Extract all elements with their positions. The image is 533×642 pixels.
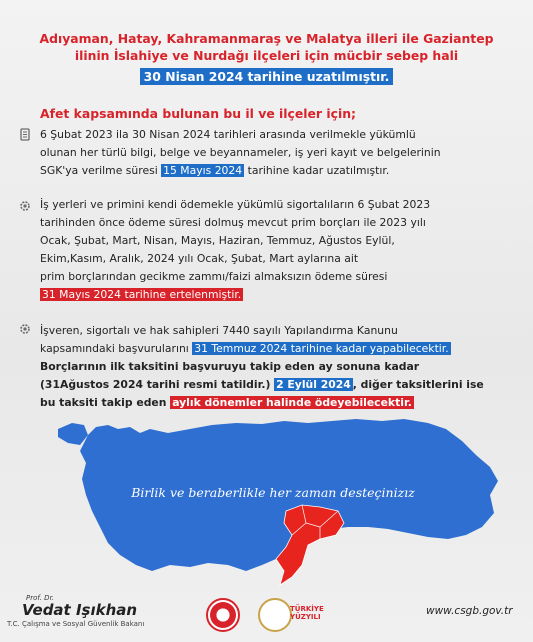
paragraph-1-line-2: olunan her türlü bilgi, belge ve beyannameler, iş yeri kayıt ve belgelerinin [40,146,441,159]
turkey-map [0,415,533,595]
paragraph-2-line-5: prim borçlarından gecikme zammı/faizi almaksızın ödeme süresi [40,270,388,283]
paragraph-3-text-4: bu taksiti takip eden [40,396,171,409]
paragraph-1-text-end: tarihine kadar uzatılmıştır. [244,164,390,177]
minister-title: Prof. Dr. [26,594,55,602]
deadline-highlight-1: 15 Mayıs 2024 [163,164,243,177]
paragraph-1 [40,126,520,180]
paragraph-3 [40,322,520,412]
slogan: Birlik ve beraberlikle her zaman desteçinizız [131,485,415,500]
paragraph-3-text-2: (31Ağustos 2024 tarihi resmi tatildir.) [40,378,275,391]
ministry-name: T.C. Çalışma ve Sosyal Güvenlik Bakanı [7,620,145,628]
paragraph-3-text: kapsamındaki başvurularını [40,342,193,355]
deadline-highlight-4: 2 Eylül 2024 [276,378,351,391]
turkiye-yuzyili-logo [258,598,292,632]
paragraph-1-line-3 [40,162,520,180]
headline-line-2: ilinin İslahiye ve Nurdağı ilçeleri için mücbir sebep hali [74,48,459,63]
deadline-highlight-3: 31 Temmuz 2024 tarihine kadar yapabilecektir. [194,342,449,355]
paragraph-2 [40,196,520,304]
website-link[interactable]: www.csgb.gov.tr [426,605,513,617]
document-icon [18,128,32,142]
deadline-highlight-5: aylık dönemler halinde ödeyebilecektir. [172,396,412,409]
minister-name: Vedat Işıkhan [22,601,138,619]
paragraph-2-line-4: Ekim,Kasım, Aralık, 2024 yılı Ocak, Şubat, Mart aylarına ait [40,252,359,265]
headline-line-1: Adıyaman, Hatay, Kahramanmaraş ve Malatya illeri ile Gaziantep [39,31,494,46]
paragraph-3-line-4 [40,376,520,394]
paragraph-3-line-1: İşveren, sigortalı ve hak sahipleri 7440 sayılı Yapılandırma Kanunu [40,324,398,337]
paragraph-2-line-1: İş yerleri ve primini kendi ödemekle yükümlü sigortalıların 6 Şubat 2023 [40,198,431,211]
section-subheading: Afet kapsamında bulunan bu il ve ilçeler için; [40,106,356,121]
deadline-highlight-2: 31 Mayıs 2024 tarihine ertelenmiştir. [42,288,242,301]
ty-line-1: TÜRKİYE [290,605,324,613]
headline-highlight-wrap [0,66,533,85]
thrace-shape [58,423,88,445]
paragraph-3-line-3: Borçlarının ilk taksitini başvuruyu takip eden ay sonuna kadar [40,360,420,373]
headline [10,30,523,64]
paragraph-3-text-3: , diğer taksitlerini ise [352,378,484,391]
paragraph-1-text: SGK'ya verilme süresi [40,164,162,177]
paragraph-2-line-3: Ocak, Şubat, Mart, Nisan, Mayıs, Haziran, Temmuz, Ağustos Eylül, [40,234,395,247]
ministry-logo [206,598,240,632]
gear-icon [18,199,32,213]
paragraph-2-line-2: tarihinden önce ödeme süresi dolmuş mevcut prim borçları ile 2023 yılı [40,216,426,229]
paragraph-3-line-5 [40,394,520,412]
turkiye-yuzyili-text [290,605,324,621]
paragraph-2-line-6 [40,286,520,304]
headline-highlight: 30 Nisan 2024 tarihine uzatılmıştır. [140,68,394,85]
paragraph-3-line-2 [40,340,520,358]
ty-line-2: YÜZYILI [290,613,321,621]
paragraph-1-line-1: 6 Şubat 2023 ila 30 Nisan 2024 tarihleri arasında verilmekle yükümlü [40,128,416,141]
gear-icon [18,322,32,336]
